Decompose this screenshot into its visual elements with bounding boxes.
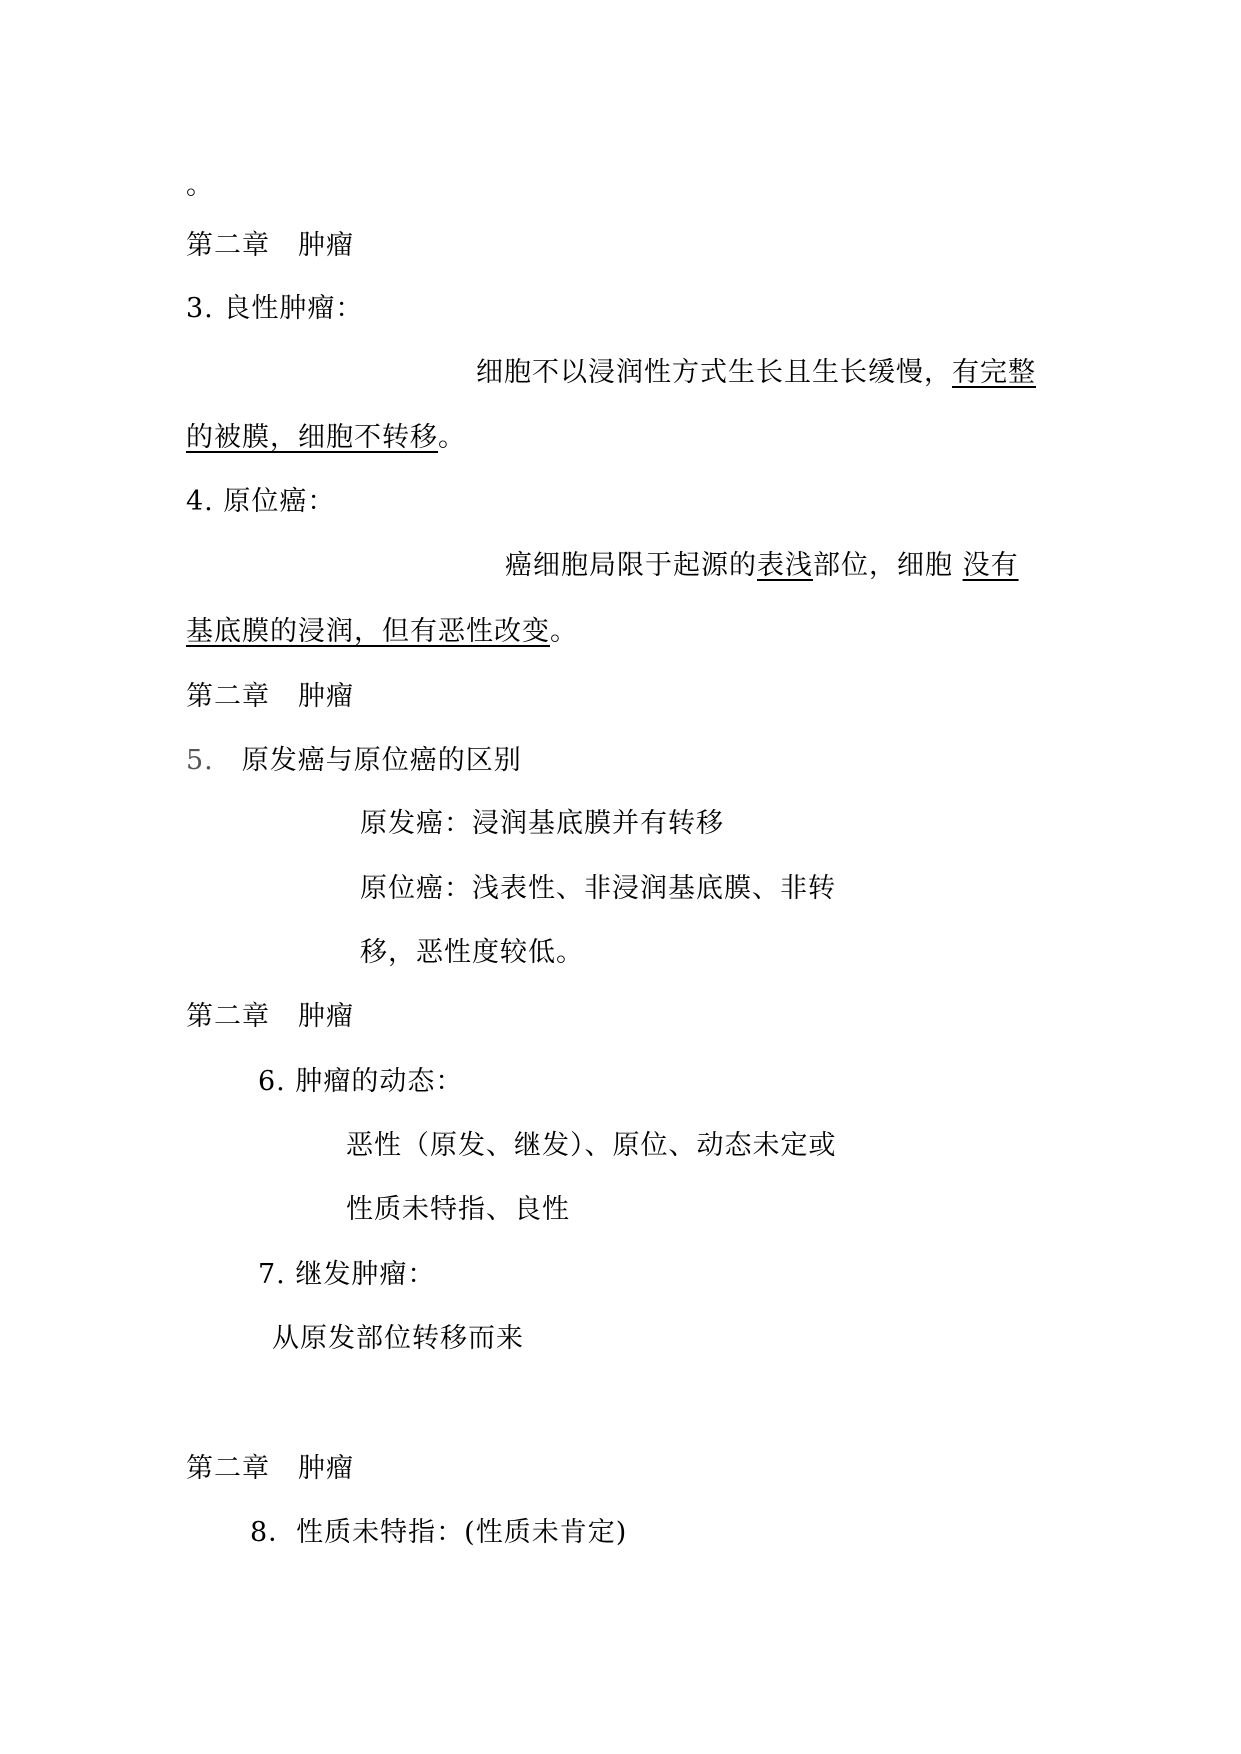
chapter-heading: 第二章 肿瘤 <box>186 1453 354 1484</box>
item-6-title: 6. 肿瘤的动态： <box>258 1066 464 1097</box>
item-4-end: 。 <box>550 616 578 647</box>
item-3-definition-line-1 <box>476 355 1036 391</box>
item-6-line-1: 恶性（原发、继发）、原位、动态未定或 <box>346 1130 837 1161</box>
item-7-title: 7. 继发肿瘤： <box>258 1259 436 1290</box>
item-8-title: 8．性质未特指：(性质未肯定) <box>250 1517 628 1548</box>
chapter-heading: 第二章 肿瘤 <box>186 681 354 712</box>
item-3-text: 细胞不以浸润性方式生长且生长缓慢， <box>476 357 952 388</box>
item-4-definition-line-1 <box>505 548 1019 584</box>
item-3-title: 3. 良性肿瘤： <box>186 293 364 324</box>
item-5-line-2: 原位癌：浅表性、非浸润基底膜、非转 <box>360 873 836 904</box>
item-3-underlined-text: 有完整 <box>952 357 1036 388</box>
item-3-end: 。 <box>438 422 466 453</box>
item-3-definition-line-2 <box>186 420 466 456</box>
item-4-underlined-text: 表浅 <box>757 550 813 581</box>
item-4-text: 部位，细胞 <box>813 550 963 581</box>
item-3-underlined-text: 的被膜，细胞不转移 <box>186 422 438 453</box>
chapter-heading: 第二章 肿瘤 <box>186 1001 354 1032</box>
item-5-title-text: 原发癌与原位癌的区别 <box>241 745 522 776</box>
item-4-title: 4. 原位癌： <box>186 486 336 517</box>
lead-period: 。 <box>186 170 214 201</box>
item-7-line-1: 从原发部位转移而来 <box>272 1323 524 1354</box>
item-4-text: 癌细胞局限于起源的 <box>505 550 757 581</box>
chapter-heading: 第二章 肿瘤 <box>186 230 354 261</box>
item-5-number: 5. <box>186 745 214 776</box>
item-4-underlined-text: 没有 <box>962 550 1019 581</box>
item-4-definition-line-2 <box>186 614 578 650</box>
item-5-line-3: 移，恶性度较低。 <box>360 937 584 968</box>
item-5-line-1: 原发癌：浸润基底膜并有转移 <box>360 808 724 839</box>
item-4-underlined-text: 基底膜的浸润，但有恶性改变 <box>186 616 550 647</box>
item-6-line-2: 性质未特指、良性 <box>346 1194 570 1225</box>
item-5-title <box>186 743 522 779</box>
